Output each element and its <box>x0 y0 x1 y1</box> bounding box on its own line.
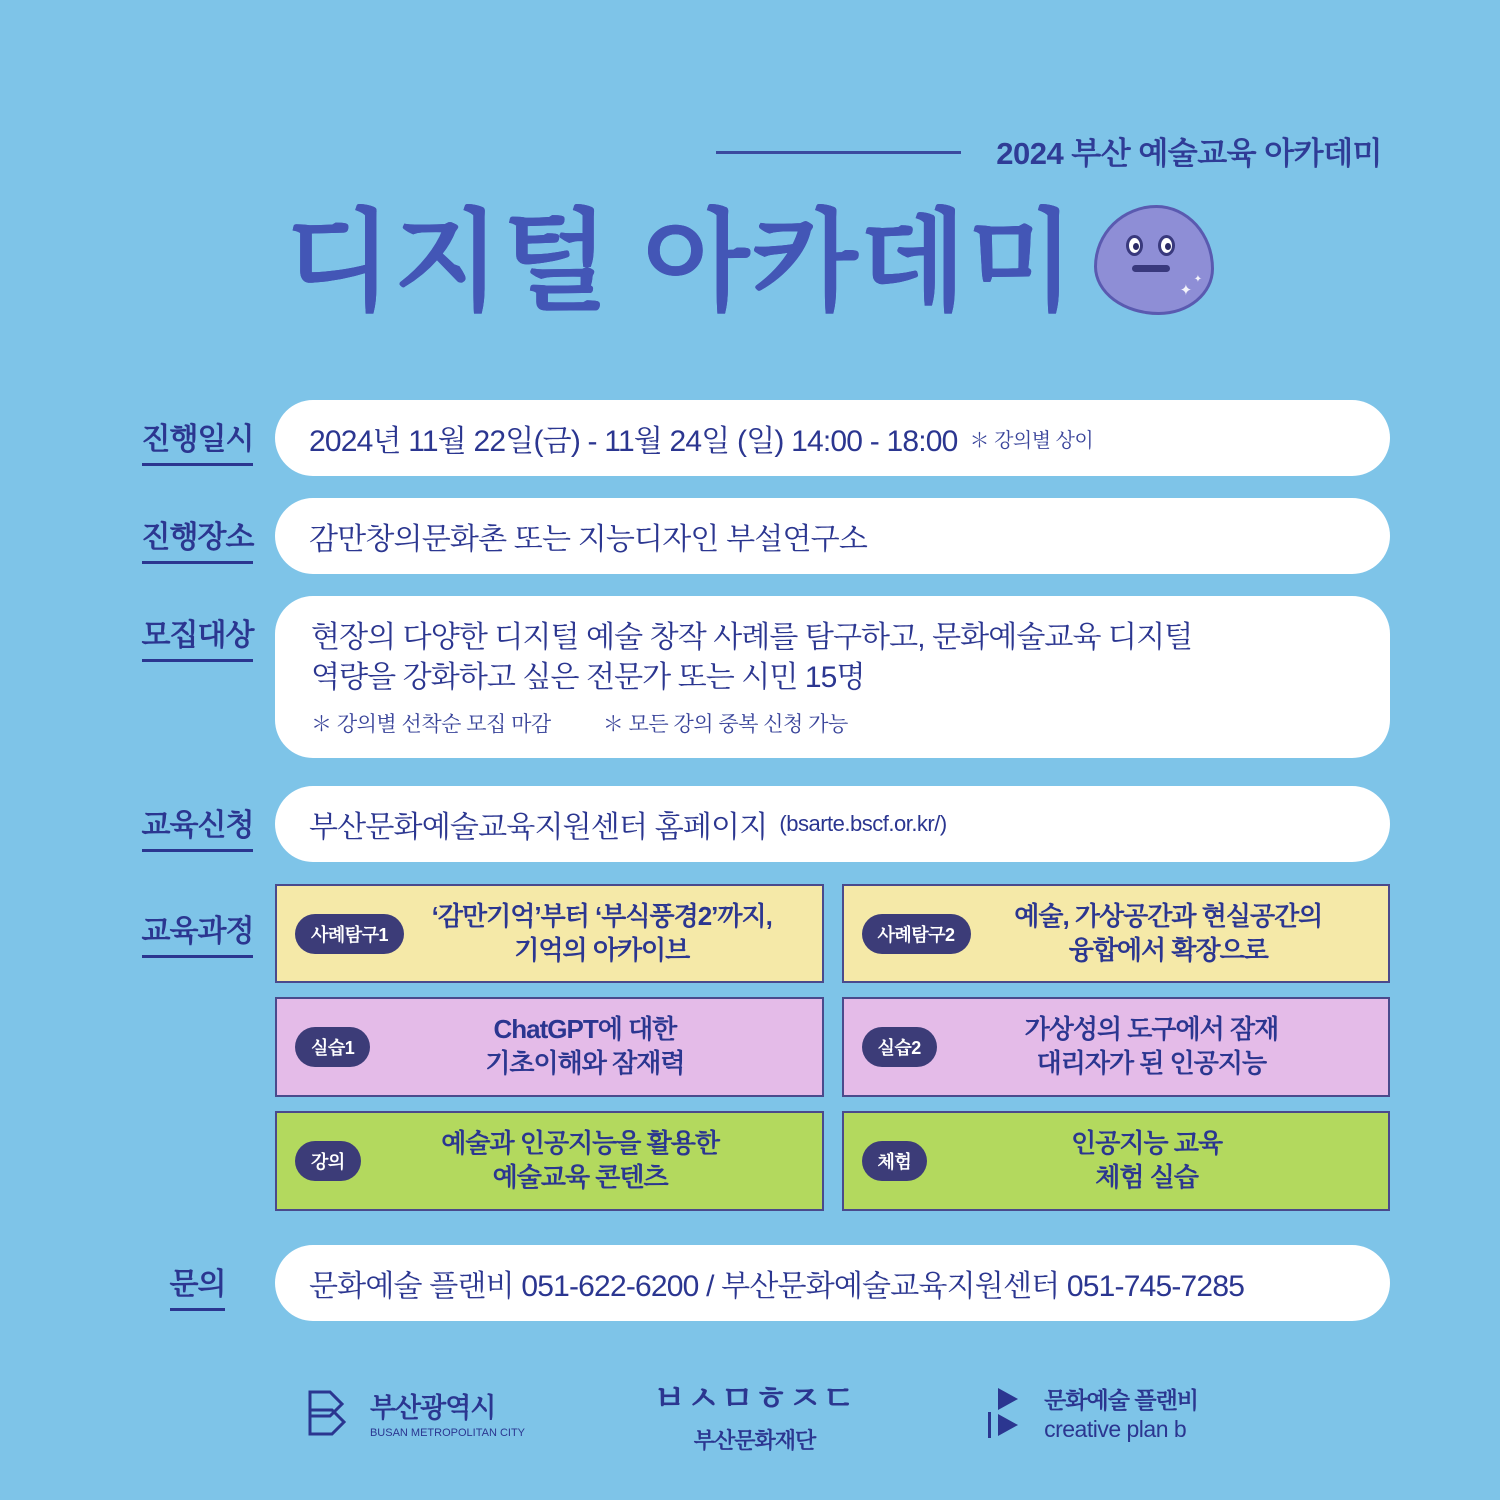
courses-grid <box>275 884 1390 1211</box>
label-target-text: 모집대상 <box>142 610 254 662</box>
title-row <box>0 201 1500 325</box>
course-title-line-1: 가상성의 도구에서 잠재 <box>1024 1014 1279 1045</box>
busan-city-name-en: BUSAN METROPOLITAN CITY <box>369 1427 526 1440</box>
busan-city-logo <box>302 1386 525 1440</box>
course-badge: 실습2 <box>862 1027 937 1067</box>
target-line-1: 현장의 다양한 디지털 예술 창작 사례를 탐구하고, 문화예술교육 디지털 <box>311 621 1193 654</box>
course-badge: 실습1 <box>295 1027 370 1067</box>
poster-header <box>0 0 1500 400</box>
target-note-2: ＊ 모든 강의 중복 신청 가능 <box>602 712 848 736</box>
kicker-row <box>0 0 1500 173</box>
course-card[interactable] <box>842 997 1391 1097</box>
course-title <box>941 1127 1370 1195</box>
course-title-line-1: ChatGPT에 대한 <box>493 1014 677 1045</box>
label-contact-text: 문의 <box>170 1259 226 1311</box>
course-title-line-2: 대리자가 된 인공지능 <box>1036 1048 1267 1079</box>
course-title-line-2: 기억의 아카이브 <box>514 934 690 965</box>
target-notes <box>311 708 1354 738</box>
datetime-value: 2024년 11월 22일(금) - 11월 24일 (일) 14:00 - 18:00 <box>309 425 958 458</box>
course-badge: 강의 <box>295 1141 361 1181</box>
planb-name-en: creative plan b <box>1044 1416 1187 1443</box>
course-card[interactable] <box>842 884 1391 984</box>
course-badge: 사례탐구2 <box>862 914 971 954</box>
course-title <box>418 900 803 968</box>
course-card[interactable] <box>275 884 824 984</box>
course-title-line-2: 기초이해와 잠재력 <box>485 1048 685 1079</box>
contact-value: 문화예술 플랜비 051-622-6200 / 부산문화예술교육지원센터 051-745-7285 <box>309 1269 1245 1303</box>
value-contact <box>275 1245 1390 1321</box>
row-datetime <box>120 400 1390 476</box>
busan-city-logo-icon <box>302 1386 356 1440</box>
course-title <box>384 1013 803 1081</box>
row-contact <box>120 1245 1390 1321</box>
course-title-line-2: 융합에서 확장으로 <box>1068 934 1268 965</box>
course-title-line-1: 인공지능 교육 <box>1071 1127 1223 1158</box>
course-title-line-1: 예술과 인공지능을 활용한 <box>441 1127 719 1158</box>
course-card[interactable] <box>842 1111 1391 1211</box>
course-title-line-2: 체험 실습 <box>1095 1161 1198 1192</box>
info-rows <box>0 400 1500 1321</box>
footer-logos <box>0 1371 1500 1455</box>
busan-city-logo-text <box>370 1386 525 1439</box>
label-datetime-text: 진행일시 <box>142 414 254 466</box>
busan-cultural-foundation-name: 부산문화재단 <box>693 1427 816 1453</box>
course-title <box>375 1127 804 1195</box>
row-apply <box>120 786 1390 862</box>
planb-name-kr: 문화예술 플랜비 <box>1044 1387 1199 1414</box>
datetime-note: ＊ 강의별 상이 <box>969 429 1094 452</box>
row-courses <box>120 884 1390 1211</box>
value-place <box>275 498 1390 574</box>
target-note-1: ＊ 강의별 선착순 모집 마감 <box>311 712 551 736</box>
course-card[interactable] <box>275 1111 824 1211</box>
label-contact <box>120 1245 275 1311</box>
header-divider-line <box>716 151 961 154</box>
course-badge: 사례탐구1 <box>295 914 404 954</box>
busan-city-name-kr: 부산광역시 <box>369 1393 496 1424</box>
value-target <box>275 596 1390 758</box>
kicker-text: 2024 부산 예술교육 아카데미 <box>996 136 1382 171</box>
place-value: 감만창의문화촌 또는 지능디자인 부설연구소 <box>309 523 868 556</box>
busan-cultural-foundation-logo-icon: ㅂㅅㅁㅎㅈㄷ <box>653 1378 857 1419</box>
course-title-line-1: ‘감만기억’부터 ‘부식풍경2’까지, <box>431 900 772 931</box>
blob-mascot-icon: ✦ ✦ <box>1094 205 1214 315</box>
course-title <box>951 1013 1370 1081</box>
label-courses <box>120 884 275 958</box>
course-title-line-1: 예술, 가상공간과 현실공간의 <box>1014 900 1323 931</box>
row-place <box>120 498 1390 574</box>
course-title <box>985 900 1370 968</box>
page-title: 디지털 아카데미 <box>285 201 1077 325</box>
value-apply <box>275 786 1390 862</box>
planb-logo-text <box>1044 1382 1198 1443</box>
label-apply-text: 교육신청 <box>142 800 254 852</box>
target-line-2: 역량을 강화하고 싶은 전문가 또는 시민 15명 <box>311 660 865 694</box>
label-place-text: 진행장소 <box>142 512 254 564</box>
label-target <box>120 596 275 662</box>
course-title-line-2: 예술교육 콘텐츠 <box>492 1161 668 1192</box>
row-target <box>120 596 1390 758</box>
apply-value: 부산문화예술교육지원센터 홈페이지 <box>309 810 768 844</box>
label-apply <box>120 786 275 852</box>
busan-cultural-foundation-logo <box>653 1371 856 1455</box>
label-datetime <box>120 400 275 466</box>
label-courses-text: 교육과정 <box>142 906 254 958</box>
apply-url[interactable]: (bsarte.bscf.or.kr/) <box>779 810 947 836</box>
value-datetime <box>275 400 1390 476</box>
planb-logo-icon <box>984 1388 1030 1438</box>
course-card[interactable] <box>275 997 824 1097</box>
planb-logo <box>984 1382 1198 1443</box>
label-place <box>120 498 275 564</box>
course-badge: 체험 <box>862 1141 928 1181</box>
